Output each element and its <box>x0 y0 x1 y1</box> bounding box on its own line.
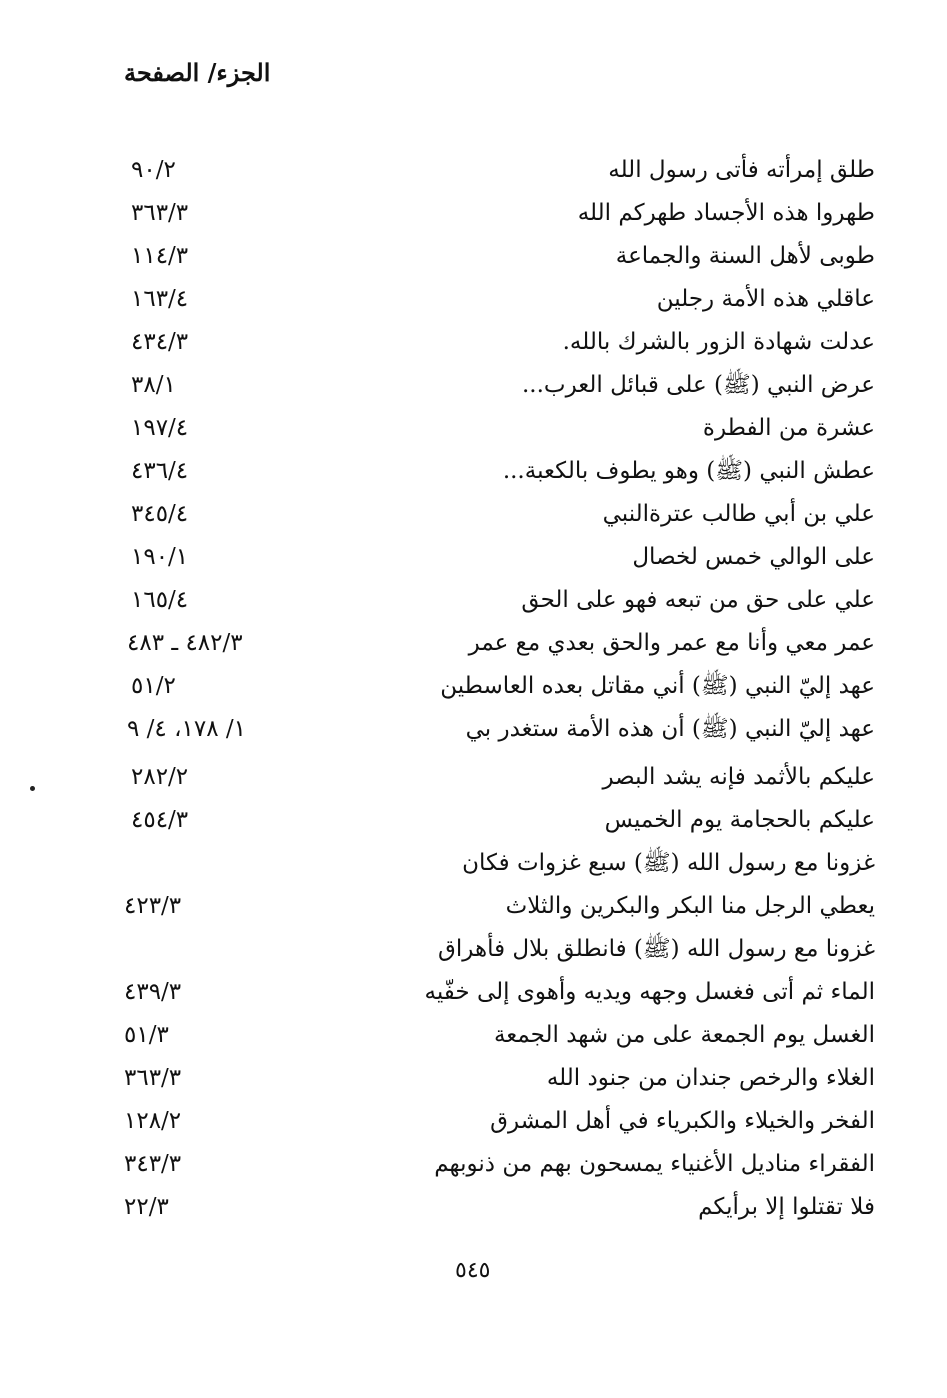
hadith-text: عهد إليّ النبي (ﷺ) أني مقاتل بعده العاسطين <box>440 673 875 699</box>
index-entry <box>0 800 947 840</box>
volume-page-ref: ٤٣٩/٣ <box>124 979 182 1005</box>
hadith-text: علي على حق من تبعه فهو على الحق <box>521 587 875 613</box>
hadith-text: عليكم بالأثمد فإنه يشد البصر <box>602 764 875 790</box>
volume-page-ref: ٢٨٢/٢ <box>131 764 189 790</box>
volume-page-ref: ٤٣٤/٣ <box>131 329 189 355</box>
hadith-text: عليكم بالحجامة يوم الخميس <box>604 807 875 833</box>
hadith-text: فلا تقتلوا إلا برأيكم <box>698 1194 875 1220</box>
hadith-text: عطش النبي (ﷺ) وهو يطوف بالكعبة... <box>502 458 875 484</box>
volume-page-ref: ٤٣٦/٤ <box>131 458 189 484</box>
volume-page-ref: ٤٢٣/٣ <box>124 893 182 919</box>
hadith-text: غزونا مع رسول الله (ﷺ) فانطلق بلال فأهراق <box>438 936 875 962</box>
index-entry <box>0 580 947 620</box>
volume-page-ref: ٢٢/٣ <box>124 1194 169 1220</box>
hadith-text: الغلاء والرخص جندان من جنود الله <box>546 1065 875 1091</box>
index-entry <box>0 322 947 362</box>
index-entry <box>0 1101 947 1141</box>
index-entry <box>0 843 947 883</box>
hadith-text: الفقراء مناديل الأغنياء يمسحون بهم من ذنوبهم <box>434 1151 875 1177</box>
index-entry <box>0 623 947 663</box>
volume-page-ref: ١٩٠/١ <box>131 544 189 570</box>
index-entry <box>0 150 947 190</box>
index-entry <box>0 972 947 1012</box>
volume-page-ref: ١٩٧/٤ <box>131 415 189 441</box>
hadith-text: عدلت شهادة الزور بالشرك بالله. <box>562 329 875 355</box>
hadith-text: الماء ثم أتى فغسل وجهه ويديه وأهوى إلى خفّيه <box>424 979 875 1005</box>
index-entry <box>0 666 947 706</box>
column-header: الجزء/ الصفحة <box>124 58 271 87</box>
stray-mark <box>30 786 35 791</box>
hadith-text: الفخر والخيلاء والكبرياء في أهل المشرق <box>490 1108 875 1134</box>
volume-page-ref: ١٦٥/٤ <box>131 587 189 613</box>
volume-page-ref: ٣٨/١ <box>131 372 176 398</box>
index-entry <box>0 537 947 577</box>
hadith-text: على الوالي خمس لخصال <box>632 544 875 570</box>
index-entry <box>0 365 947 405</box>
hadith-text: عرض النبي (ﷺ) على قبائل العرب... <box>522 372 875 398</box>
index-entry <box>0 279 947 319</box>
hadith-text: غزونا مع رسول الله (ﷺ) سبع غزوات فكان <box>462 850 875 876</box>
index-entry <box>0 236 947 276</box>
index-entry <box>0 408 947 448</box>
volume-page-ref: ٣٤٣/٣ <box>124 1151 182 1177</box>
hadith-text: عهد إليّ النبي (ﷺ) أن هذه الأمة ستغدر بي <box>465 716 875 742</box>
volume-page-ref: ١١٤/٣ <box>131 243 189 269</box>
volume-page-ref: ١/ ١٧٨، ٤/ ٩ <box>127 716 246 742</box>
hadith-text: طلق إمرأته فأتى رسول الله <box>608 157 875 183</box>
hadith-text: عشرة من الفطرة <box>702 415 875 441</box>
volume-page-ref: ٤٥٤/٣ <box>131 807 189 833</box>
volume-page-ref: ٩٠/٢ <box>131 157 176 183</box>
index-entry <box>0 1058 947 1098</box>
volume-page-ref: ٣٦٣/٣ <box>131 200 189 226</box>
volume-page-ref: ٣٤٥/٤ <box>131 501 189 527</box>
index-entry <box>0 494 947 534</box>
index-entry <box>0 757 947 797</box>
hadith-text: علي بن أبي طالب عترةالنبي <box>602 501 875 527</box>
index-entry <box>0 451 947 491</box>
index-entry <box>0 886 947 926</box>
volume-page-ref: ٤٨٢/٣ ـ ٤٨٣ <box>127 630 243 656</box>
hadith-text: يعطي الرجل منا البكر والبكرين والثلاث <box>505 893 875 919</box>
volume-page-ref: ١٦٣/٤ <box>131 286 189 312</box>
hadith-text: طوبى لأهل السنة والجماعة <box>615 243 875 269</box>
hadith-text: عمر معي وأنا مع عمر والحق بعدي مع عمر <box>468 630 875 656</box>
index-entry <box>0 709 947 749</box>
index-entry <box>0 193 947 233</box>
index-entry <box>0 1144 947 1184</box>
hadith-text: طهروا هذه الأجساد طهركم الله <box>577 200 875 226</box>
hadith-text: الغسل يوم الجمعة على من شهد الجمعة <box>493 1022 875 1048</box>
index-entry <box>0 1187 947 1227</box>
index-entry <box>0 1015 947 1055</box>
volume-page-ref: ٥١/٢ <box>131 673 176 699</box>
index-entry <box>0 929 947 969</box>
volume-page-ref: ١٢٨/٢ <box>124 1108 182 1134</box>
hadith-text: عاقلي هذه الأمة رجلين <box>656 286 875 312</box>
volume-page-ref: ٥١/٣ <box>124 1022 169 1048</box>
volume-page-ref: ٣٦٣/٣ <box>124 1065 182 1091</box>
page-number: ٥٤٥ <box>455 1258 491 1283</box>
